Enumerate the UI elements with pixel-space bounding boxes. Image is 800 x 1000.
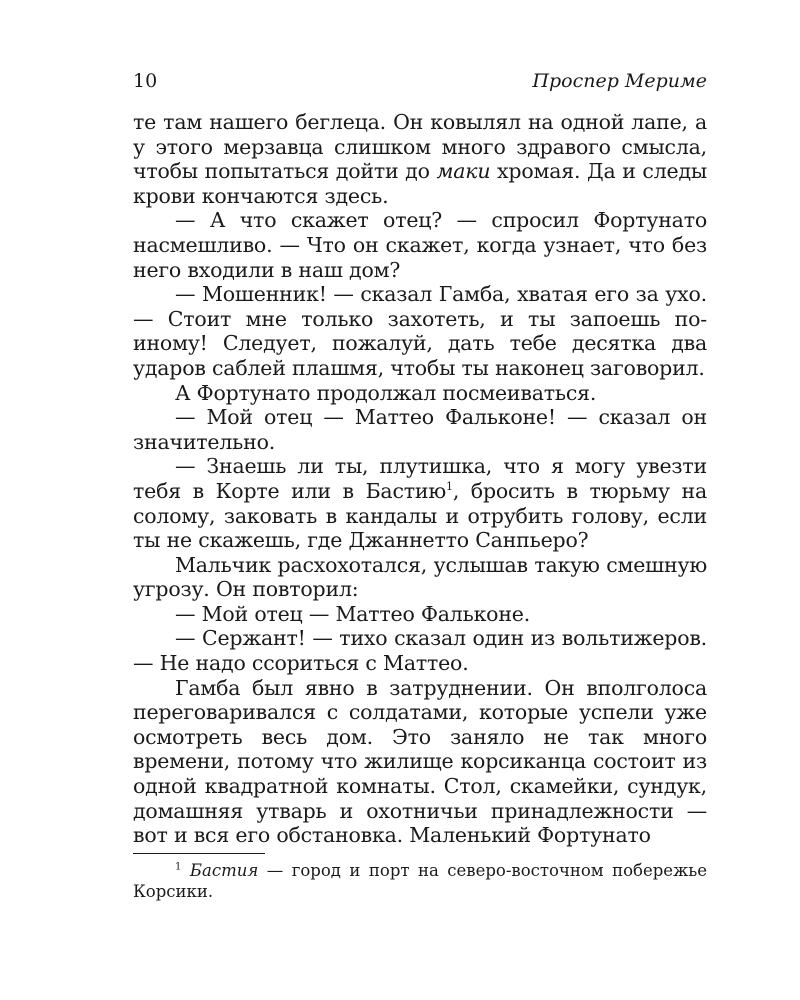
paragraph-8: — Мой отец — Маттео Фальконе. (175, 601, 531, 626)
footnote-text: — город и порт на северо-восточном побережье Корсики. (133, 860, 707, 901)
paragraph-5: — Мой отец — Маттео Фальконе! — сказал он значительно. (133, 405, 707, 454)
paragraph-1-end: хромая. Да и следы крови кончаются здесь. (133, 159, 707, 208)
paragraph-6-text: — Знаешь ли ты, плутишка, что я могу увезти тебя в Корте или в Бастию (133, 454, 707, 503)
paragraph-1-italic: маки (436, 159, 491, 184)
paragraph-4: А Фортунато продолжал посмеиваться. (175, 380, 597, 405)
running-title: Проспер Мериме (532, 70, 707, 92)
footnote-term: Бастия (189, 860, 259, 880)
footnote-divider (133, 853, 265, 854)
paragraph-3: — Мошенник! — сказал Гамба, хватая его за ухо. — Стоит мне только захотеть, и ты запоешь по-иному! Следует, пожалуй, дать тебе десятка два ударов саблей плашмя, чтобы ты наконец заговорил. (133, 282, 707, 380)
footnote-reference[interactable]: 1 (446, 480, 453, 494)
page-number: 10 (133, 70, 158, 92)
paragraph-9: — Сержант! — тихо сказал один из вольтижеров. — Не надо ссориться с Маттео. (133, 626, 707, 676)
paragraph-7: Мальчик расхохотался, услышав такую смешную угрозу. Он повторил: (133, 552, 707, 602)
paragraph-6 (133, 454, 707, 552)
footnote (133, 860, 707, 902)
book-page (133, 70, 707, 930)
paragraph-10: Гамба был явно в затруднении. Он вполголоса переговаривался с солдатами, которые успели уже осмотреть весь дом. Это заняло не так много времени, потому что жилище корсиканца состоит из одной квадратной комнаты. Стол, скамейки, сундук, домашняя утварь и охотничьи принадлежности — вот и вся его обстановка. Маленький Фортунато (133, 675, 707, 848)
paragraph-6-end: , бросить в тюрьму на солому, заковать в кандалы и отрубить голову, если ты не скажешь, где Джаннетто Санпьеро? (133, 478, 707, 553)
paragraph-1-text: те там нашего беглеца. Он ковылял на одной лапе, а у этого мерзавца слишком много здравого смысла, чтобы попытаться дойти до (133, 110, 707, 184)
page-header (133, 70, 707, 98)
footnote-marker: 1 (175, 861, 182, 873)
body-text (133, 110, 707, 848)
paragraph-2: — А что скажет отец? — спросил Фортунато насмешливо. — Что он скажет, когда узнает, что без него входили в наш дом? (133, 208, 707, 282)
paragraph-1 (133, 110, 707, 208)
